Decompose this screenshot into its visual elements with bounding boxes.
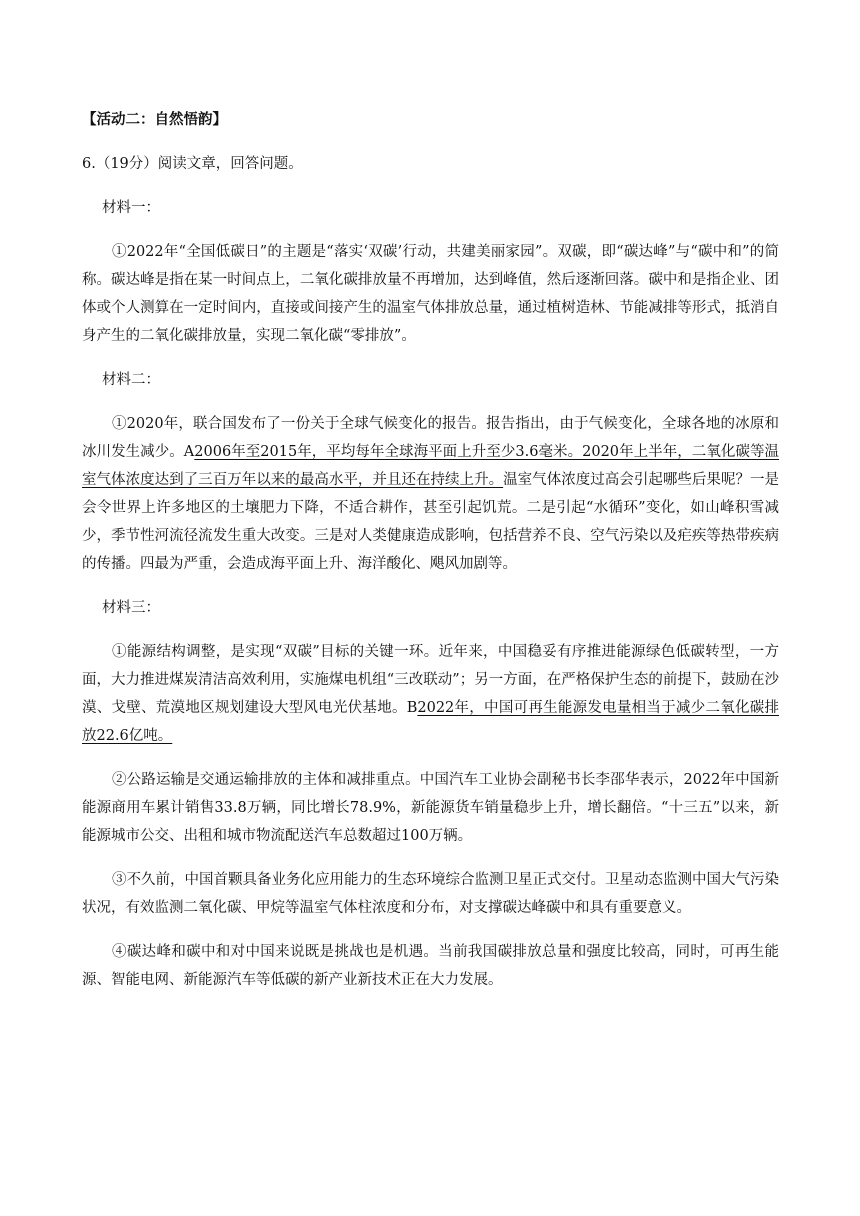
material1-paragraph-1: ①2022年“全国低碳日”的主题是“落实‘双碳’行动，共建美丽家园”。双碳，即“碳达峰”与“碳中和”的简称。碳达峰是指在某一时间点上，二氧化碳排放量不再增加，达到峰值，然后逐渐回落。碳中和是指企业、团体或个人测算在一定时间内，直接或间接产生的温室气体排放总量，通过植树造林、节能减排等形式，抵消自身产生的二氧化碳排放量，实现二氧化碳“零排放”。 [82,244,779,344]
material2-label: 材料二： [102,372,160,388]
material3-paragraph-2: ②公路运输是交通运输排放的主体和减排重点。中国汽车工业协会副秘书长李邵华表示，2022年中国新能源商用车累计销售33.8万辆，同比增长78.9%，新能源货车销量稳步上升，增长翻倍。“十三五”以来，新能源城市公交、出租和城市物流配送汽车总数超过100万辆。 [82,772,779,844]
material2-p1-rest: 温室气体浓度过高会引起哪些后果呢？一是会令世界上许多地区的土壤肥力下降，不适合耕作，甚至引起饥荒。二是引起“水循环”变化，如山峰积雪减少，季节性河流径流发生重大改变。三是对人类健康造成影响，包括营养不良、空气污染以及疟疾等热带疾病的传播。四最为严重，会造成海平面上升、海洋酸化、飓风加剧等。 [82,472,780,572]
document-content [82,106,779,1010]
material1-label: 材料一： [102,200,160,216]
question-prompt: 6.（19分）阅读文章，回答问题。 [82,156,303,172]
activity-title: 【活动二：自然悟韵】 [82,112,227,128]
material2-p1-intro: ①2020年，联合国发布了一份关于全球气候变化的报告。报告指出，由于气候变化，全球各地的冰原和冰川发生减少。A [82,416,779,460]
material3-paragraph-3: ③不久前，中国首颗具备业务化应用能力的生态环境综合监测卫星正式交付。卫星动态监测中国大气污染状况，有效监测二氧化碳、甲烷等温室气体柱浓度和分布，对支撑碳达峰碳中和具有重要意义。 [82,872,779,916]
material3-paragraph-1 [82,638,779,750]
material3-p1-intro: ①能源结构调整，是实现“双碳”目标的关键一环。近年来，中国稳妥有序推进能源绿色低碳转型，一方面，大力推进煤炭清洁高效利用，实施煤电机组“三改联动”；另一方面，在严格保护生态的前提下，鼓励在沙漠、戈壁、荒漠地区规划建设大型风电光伏基地。B [82,644,779,716]
material3-paragraph-4: ④碳达峰和碳中和对中国来说既是挑战也是机遇。当前我国碳排放总量和强度比较高，同时，可再生能源、智能电网、新能源汽车等低碳的新产业新技术正在大力发展。 [82,944,779,988]
material2-paragraph-1 [82,410,779,578]
material2-underlined-sentence-a: 2006年至2015年，平均每年全球海平面上升至少3.6毫米。2020年上半年，二氧化碳等温室气体浓度达到了三百万年以来的最高水平，并且还在持续上升。 [82,444,779,488]
material3-underlined-sentence-b: 2022年，中国可再生能源发电量相当于减少二氧化碳排放22.6亿吨。 [82,700,779,744]
material3-label: 材料三： [102,600,160,616]
